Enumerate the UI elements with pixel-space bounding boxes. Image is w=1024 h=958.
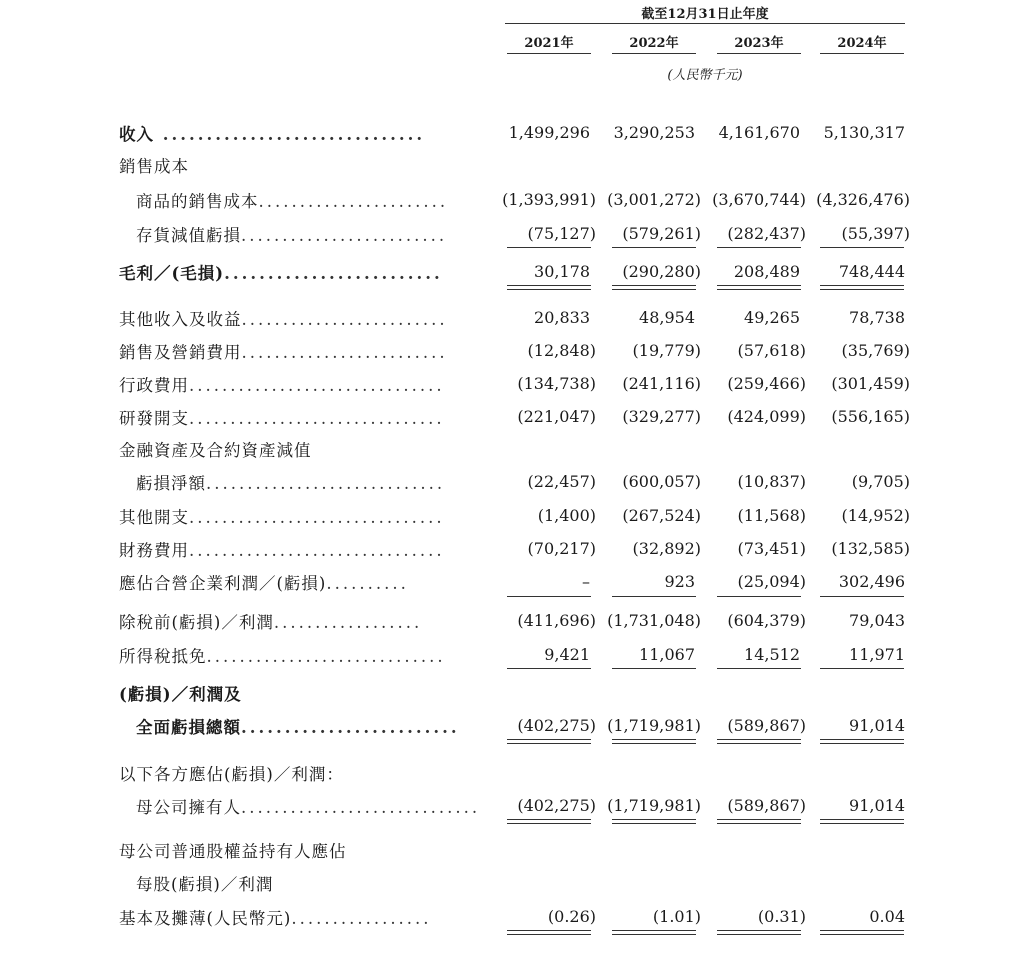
row-label-impairment-net: 虧損淨額............................. xyxy=(136,474,446,493)
period-underline xyxy=(505,23,905,24)
year-underline xyxy=(507,53,591,54)
value-cell: 5,130,317 xyxy=(823,123,905,142)
value-cell: 923 xyxy=(664,572,695,591)
value-cell: 48,954 xyxy=(639,308,695,327)
row-label-finance-costs: 財務費用............................... xyxy=(119,541,445,560)
value-cell: 748,444 xyxy=(838,262,905,281)
row-label-total-comprehensive-loss: 全面虧損總額......................... xyxy=(136,718,460,737)
year-underline xyxy=(820,53,904,54)
year-header-2023: 2023年 xyxy=(734,36,784,51)
value-cell: – xyxy=(582,572,590,591)
total-double-rule xyxy=(717,285,801,290)
value-cell: 1,499,296 xyxy=(508,123,590,142)
row-label-cost-of-sales: 銷售成本 xyxy=(119,157,189,176)
row-label-rnd-expenses: 研發開支............................... xyxy=(119,409,445,428)
value-cell: (1,393,991) xyxy=(502,190,596,209)
value-cell: (55,397) xyxy=(841,224,910,243)
value-cell: 11,067 xyxy=(639,645,695,664)
row-label-attributable-to: 以下各方應佔(虧損)／利潤： xyxy=(119,765,344,784)
value-cell: 9,421 xyxy=(544,645,590,664)
year-header-2021: 2021年 xyxy=(524,36,574,51)
value-cell: (22,457) xyxy=(527,472,596,491)
value-cell: (73,451) xyxy=(737,539,806,558)
row-label-loss-profit-and: (虧損)／利潤及 xyxy=(119,685,242,704)
value-cell: (3,670,744) xyxy=(712,190,806,209)
value-cell: (11,568) xyxy=(737,506,806,525)
row-label-financial-asset-impairment: 金融資產及合約資產減值 xyxy=(119,441,312,460)
value-cell: (600,057) xyxy=(622,472,701,491)
subtotal-rule xyxy=(717,596,801,597)
value-cell: (259,466) xyxy=(727,374,806,393)
value-cell: (132,585) xyxy=(831,539,910,558)
value-cell: (241,116) xyxy=(622,374,701,393)
row-label-gross-profit: 毛利／(毛損)......................... xyxy=(119,264,443,283)
value-cell: (301,459) xyxy=(831,374,910,393)
year-header-2022: 2022年 xyxy=(629,36,679,51)
value-cell: 11,971 xyxy=(849,645,905,664)
row-label-pre-tax: 除稅前(虧損)／利潤.................. xyxy=(119,613,423,632)
total-double-rule xyxy=(612,819,696,824)
value-cell: (32,892) xyxy=(632,539,701,558)
value-cell: (9,705) xyxy=(851,472,910,491)
value-cell: (1,719,981) xyxy=(607,796,701,815)
value-cell: (589,867) xyxy=(727,716,806,735)
value-cell: (221,047) xyxy=(517,407,596,426)
value-cell: (10,837) xyxy=(737,472,806,491)
row-label-other-expenses: 其他開支............................... xyxy=(119,508,445,527)
value-cell: (134,738) xyxy=(517,374,596,393)
subtotal-rule xyxy=(507,596,591,597)
value-cell: (19,779) xyxy=(632,341,701,360)
total-double-rule xyxy=(612,930,696,935)
value-cell: 30,178 xyxy=(534,262,590,281)
subtotal-rule xyxy=(717,668,801,669)
value-cell: (1,719,981) xyxy=(607,716,701,735)
year-header-2024: 2024年 xyxy=(837,36,887,51)
total-double-rule xyxy=(820,285,904,290)
currency-unit: (人民幣千元) xyxy=(667,68,743,83)
value-cell: 49,265 xyxy=(744,308,800,327)
value-cell: (411,696) xyxy=(517,611,596,630)
row-label-selling-expenses: 銷售及營銷費用......................... xyxy=(119,343,448,362)
value-cell: 4,161,670 xyxy=(718,123,800,142)
value-cell: (267,524) xyxy=(622,506,701,525)
total-double-rule xyxy=(507,930,591,935)
subtotal-rule xyxy=(820,596,904,597)
year-underline xyxy=(717,53,801,54)
row-label-admin-expenses: 行政費用............................... xyxy=(119,376,445,395)
value-cell: 78,738 xyxy=(849,308,905,327)
value-cell: 208,489 xyxy=(733,262,800,281)
row-label-per-share: 每股(虧損)／利潤 xyxy=(136,875,274,894)
value-cell: (402,275) xyxy=(517,716,596,735)
value-cell: (589,867) xyxy=(727,796,806,815)
value-cell: 3,290,253 xyxy=(613,123,695,142)
year-underline xyxy=(612,53,696,54)
subtotal-rule xyxy=(717,247,801,248)
subtotal-rule xyxy=(820,247,904,248)
value-cell: (3,001,272) xyxy=(607,190,701,209)
value-cell: (0.26) xyxy=(547,907,596,926)
value-cell: (4,326,476) xyxy=(816,190,910,209)
total-double-rule xyxy=(820,930,904,935)
row-label-basic-diluted: 基本及攤薄(人民幣元)................. xyxy=(119,909,432,928)
subtotal-rule xyxy=(612,247,696,248)
value-cell: (282,437) xyxy=(727,224,806,243)
value-cell: (579,261) xyxy=(622,224,701,243)
row-label-income-tax-credit: 所得稅抵免............................. xyxy=(119,647,446,666)
total-double-rule xyxy=(507,285,591,290)
value-cell: (75,127) xyxy=(527,224,596,243)
subtotal-rule xyxy=(507,247,591,248)
value-cell: (556,165) xyxy=(831,407,910,426)
value-cell: 91,014 xyxy=(849,796,905,815)
row-label-other-income: 其他收入及收益......................... xyxy=(119,310,448,329)
value-cell: (70,217) xyxy=(527,539,596,558)
subtotal-rule xyxy=(820,668,904,669)
subtotal-rule xyxy=(612,596,696,597)
value-cell: (1,731,048) xyxy=(607,611,701,630)
value-cell: 91,014 xyxy=(849,716,905,735)
total-double-rule xyxy=(717,819,801,824)
value-cell: (329,277) xyxy=(622,407,701,426)
row-label-jv-share: 應佔合營企業利潤／(虧損).......... xyxy=(119,574,409,593)
total-double-rule xyxy=(507,739,591,744)
value-cell: (1.01) xyxy=(652,907,701,926)
total-double-rule xyxy=(612,739,696,744)
row-label-cost-of-goods: 商品的銷售成本....................... xyxy=(136,192,449,211)
value-cell: (12,848) xyxy=(527,341,596,360)
value-cell: (0.31) xyxy=(757,907,806,926)
value-cell: (424,099) xyxy=(727,407,806,426)
row-label-eps-attributable: 母公司普通股權益持有人應佔 xyxy=(119,842,347,861)
value-cell: (604,379) xyxy=(727,611,806,630)
value-cell: (25,094) xyxy=(737,572,806,591)
total-double-rule xyxy=(717,739,801,744)
value-cell: (402,275) xyxy=(517,796,596,815)
value-cell: 20,833 xyxy=(534,308,590,327)
total-double-rule xyxy=(612,285,696,290)
value-cell: 79,043 xyxy=(849,611,905,630)
total-double-rule xyxy=(507,819,591,824)
row-label-revenue: 收入 .............................. xyxy=(119,125,426,144)
value-cell: (1,400) xyxy=(537,506,596,525)
row-label-inventory-impairment: 存貨減值虧損......................... xyxy=(136,226,448,245)
subtotal-rule xyxy=(612,668,696,669)
value-cell: (35,769) xyxy=(841,341,910,360)
period-header: 截至12月31日止年度 xyxy=(641,7,769,22)
value-cell: (57,618) xyxy=(737,341,806,360)
value-cell: 0.04 xyxy=(869,907,905,926)
value-cell: 14,512 xyxy=(744,645,800,664)
row-label-owners-of-parent: 母公司擁有人............................. xyxy=(136,798,481,817)
total-double-rule xyxy=(820,739,904,744)
total-double-rule xyxy=(820,819,904,824)
total-double-rule xyxy=(717,930,801,935)
value-cell: (14,952) xyxy=(841,506,910,525)
subtotal-rule xyxy=(507,668,591,669)
value-cell: 302,496 xyxy=(838,572,905,591)
value-cell: (290,280) xyxy=(622,262,701,281)
